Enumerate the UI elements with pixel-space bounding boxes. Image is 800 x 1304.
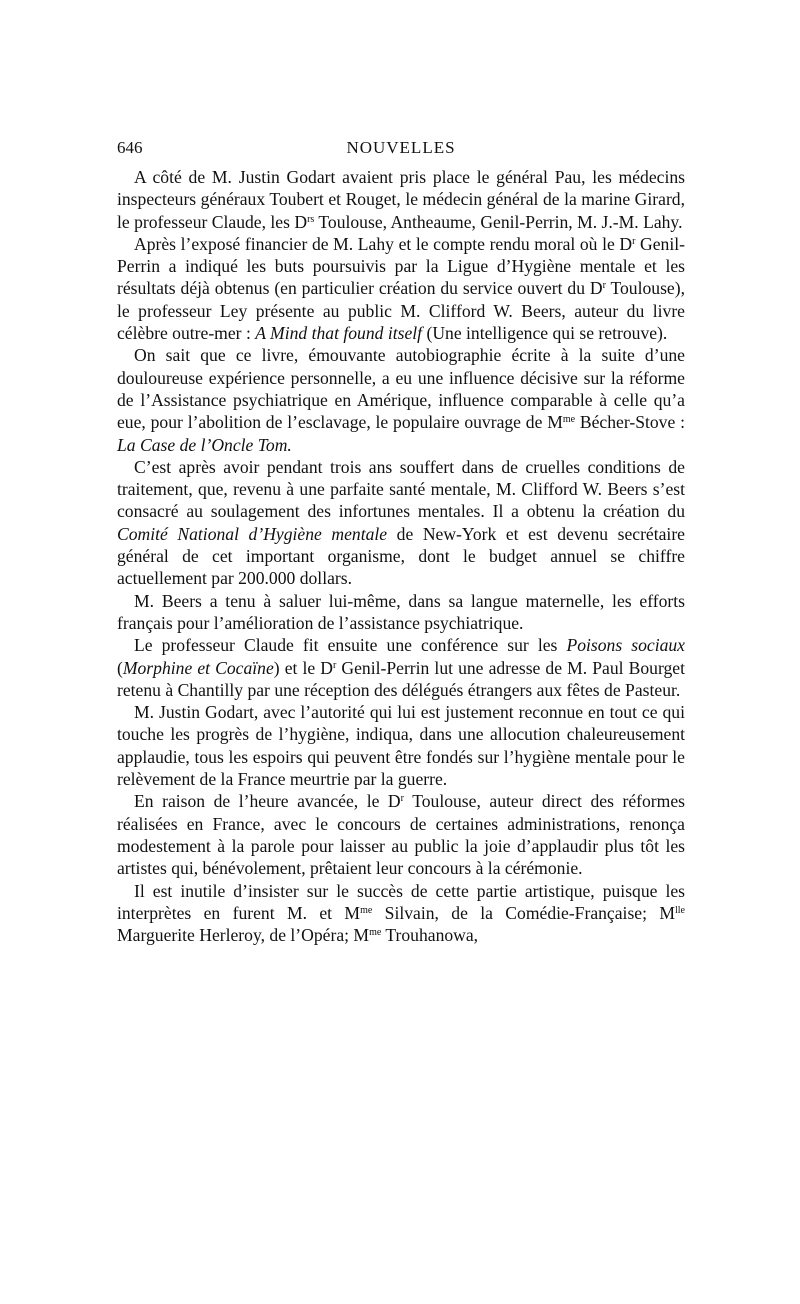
text-run: (Une intelligence qui se retrouve). — [422, 323, 668, 344]
text-run: ( — [117, 657, 123, 678]
paragraph — [117, 344, 685, 455]
text-run: Marguerite Herleroy, de l’Opéra; M — [117, 925, 370, 946]
text-run: Le professeur Claude fit ensuite une conférence sur les — [134, 635, 567, 656]
text-run: Toulouse, auteur direct des réformes réalisées en France, avec le concours de certaines administrations, renonça modestement à la parole pour laisser au public la joie d’applaudir plus tôt les artistes qui, bénévolement, prêtaient leur concours à la cérémonie. — [117, 791, 685, 879]
italic-text: La Case de l’Oncle Tom. — [117, 434, 292, 455]
abbreviation-superscript: r — [332, 659, 337, 671]
article-body — [117, 166, 685, 946]
text-run: Bécher-Stove : — [575, 412, 685, 433]
text-run: Silvain, de la Comédie-Française; M — [372, 902, 675, 923]
document-page — [117, 132, 685, 946]
text-run: Toulouse, Antheaume, Genil-Perrin, M. J.-M. Lahy. — [314, 211, 683, 232]
text-run: de New-York et est devenu secrétaire général de cet important organisme, dont le budget annuel se chiffre actuellement par 200.000 dollars. — [117, 523, 685, 589]
text-run: M. Justin Godart, avec l’autorité qui lui est justement reconnue en tout ce qui touche les progrès de l’hygiène, indiqua, dans une allocution chaleureusement applaudie, tous les espoirs qui peuvent être fondés sur l’hygiène mentale pour le relèvement de la France meurtrie par la guerre. — [117, 702, 685, 790]
paragraph — [117, 790, 685, 879]
text-run: Après l’exposé financier de M. Lahy et le compte rendu moral où le D — [134, 233, 633, 254]
page-number: 646 — [117, 138, 143, 157]
abbreviation-superscript: me — [369, 927, 382, 939]
paragraph — [117, 456, 685, 590]
abbreviation-superscript: r — [400, 793, 404, 805]
paragraph — [117, 701, 685, 790]
italic-text: Poisons sociaux — [566, 635, 685, 656]
page-header — [117, 132, 685, 166]
running-title: NOUVELLES — [346, 138, 456, 157]
text-run: C’est après avoir pendant trois ans souffert dans de cruelles conditions de traitement, que, revenu à une parfaite santé mentale, M. Clifford W. Beers s’est consacré au soulagement des infortunes mentales. Il a obtenu la création du — [117, 456, 685, 522]
abbreviation-superscript: me — [360, 904, 373, 916]
abbreviation-superscript: lle — [675, 904, 685, 916]
paragraph — [117, 233, 685, 344]
text-run: Il est inutile d’insister sur le succès de cette partie artistique, puisque les interprètes en furent M. et M — [117, 880, 685, 923]
text-run: M. Beers a tenu à saluer lui-même, dans sa langue maternelle, les efforts français pour l’amélioration de l’assistance psychiatrique. — [117, 590, 685, 633]
abbreviation-superscript: r — [602, 280, 606, 292]
text-run: A côté de M. Justin Godart avaient pris place le général Pau, les médecins inspecteurs généraux Toubert et Rouget, le médecin général de la marine Girard, le professeur Claude, les D — [117, 167, 685, 232]
italic-text: Comité National d’Hygiène mentale — [117, 523, 388, 544]
italic-text: Morphine et Cocaïne — [122, 657, 274, 678]
abbreviation-superscript: r — [632, 235, 636, 247]
text-run: Trouhanowa, — [381, 925, 479, 946]
paragraph — [117, 880, 685, 947]
text-run: ) et le D — [273, 657, 333, 678]
paragraph — [117, 590, 685, 635]
abbreviation-superscript: rs — [307, 213, 315, 225]
text-run: Toulouse), le professeur Ley présente au public M. Clifford W. Beers, auteur du livre célèbre outre-mer : — [117, 278, 685, 344]
paragraph — [117, 634, 685, 701]
text-run: On sait que ce livre, émouvante autobiographie écrite à la suite d’une douloureuse expérience personnelle, a eu une influence décisive sur la réforme de l’Assistance psychiatrique en Amérique, influence comparable à celle qu’a eue, pour l’abolition de l’esclavage, le populaire ouvrage de M — [117, 345, 685, 433]
text-run: En raison de l’heure avancée, le D — [134, 791, 401, 812]
abbreviation-superscript: me — [562, 414, 576, 426]
italic-text: A Mind that found itself — [255, 323, 423, 344]
text-run: Genil-Perrin a indiqué les buts poursuivis par la Ligue d’Hygiène mentale et les résultats déjà obtenus (en particulier création du service ouvert du D — [117, 233, 685, 299]
paragraph — [117, 166, 685, 233]
text-run: Genil-Perrin lut une adresse de M. Paul Bourget retenu à Chantilly par une réception des délégués étrangers aux fêtes de Pasteur. — [117, 657, 685, 700]
